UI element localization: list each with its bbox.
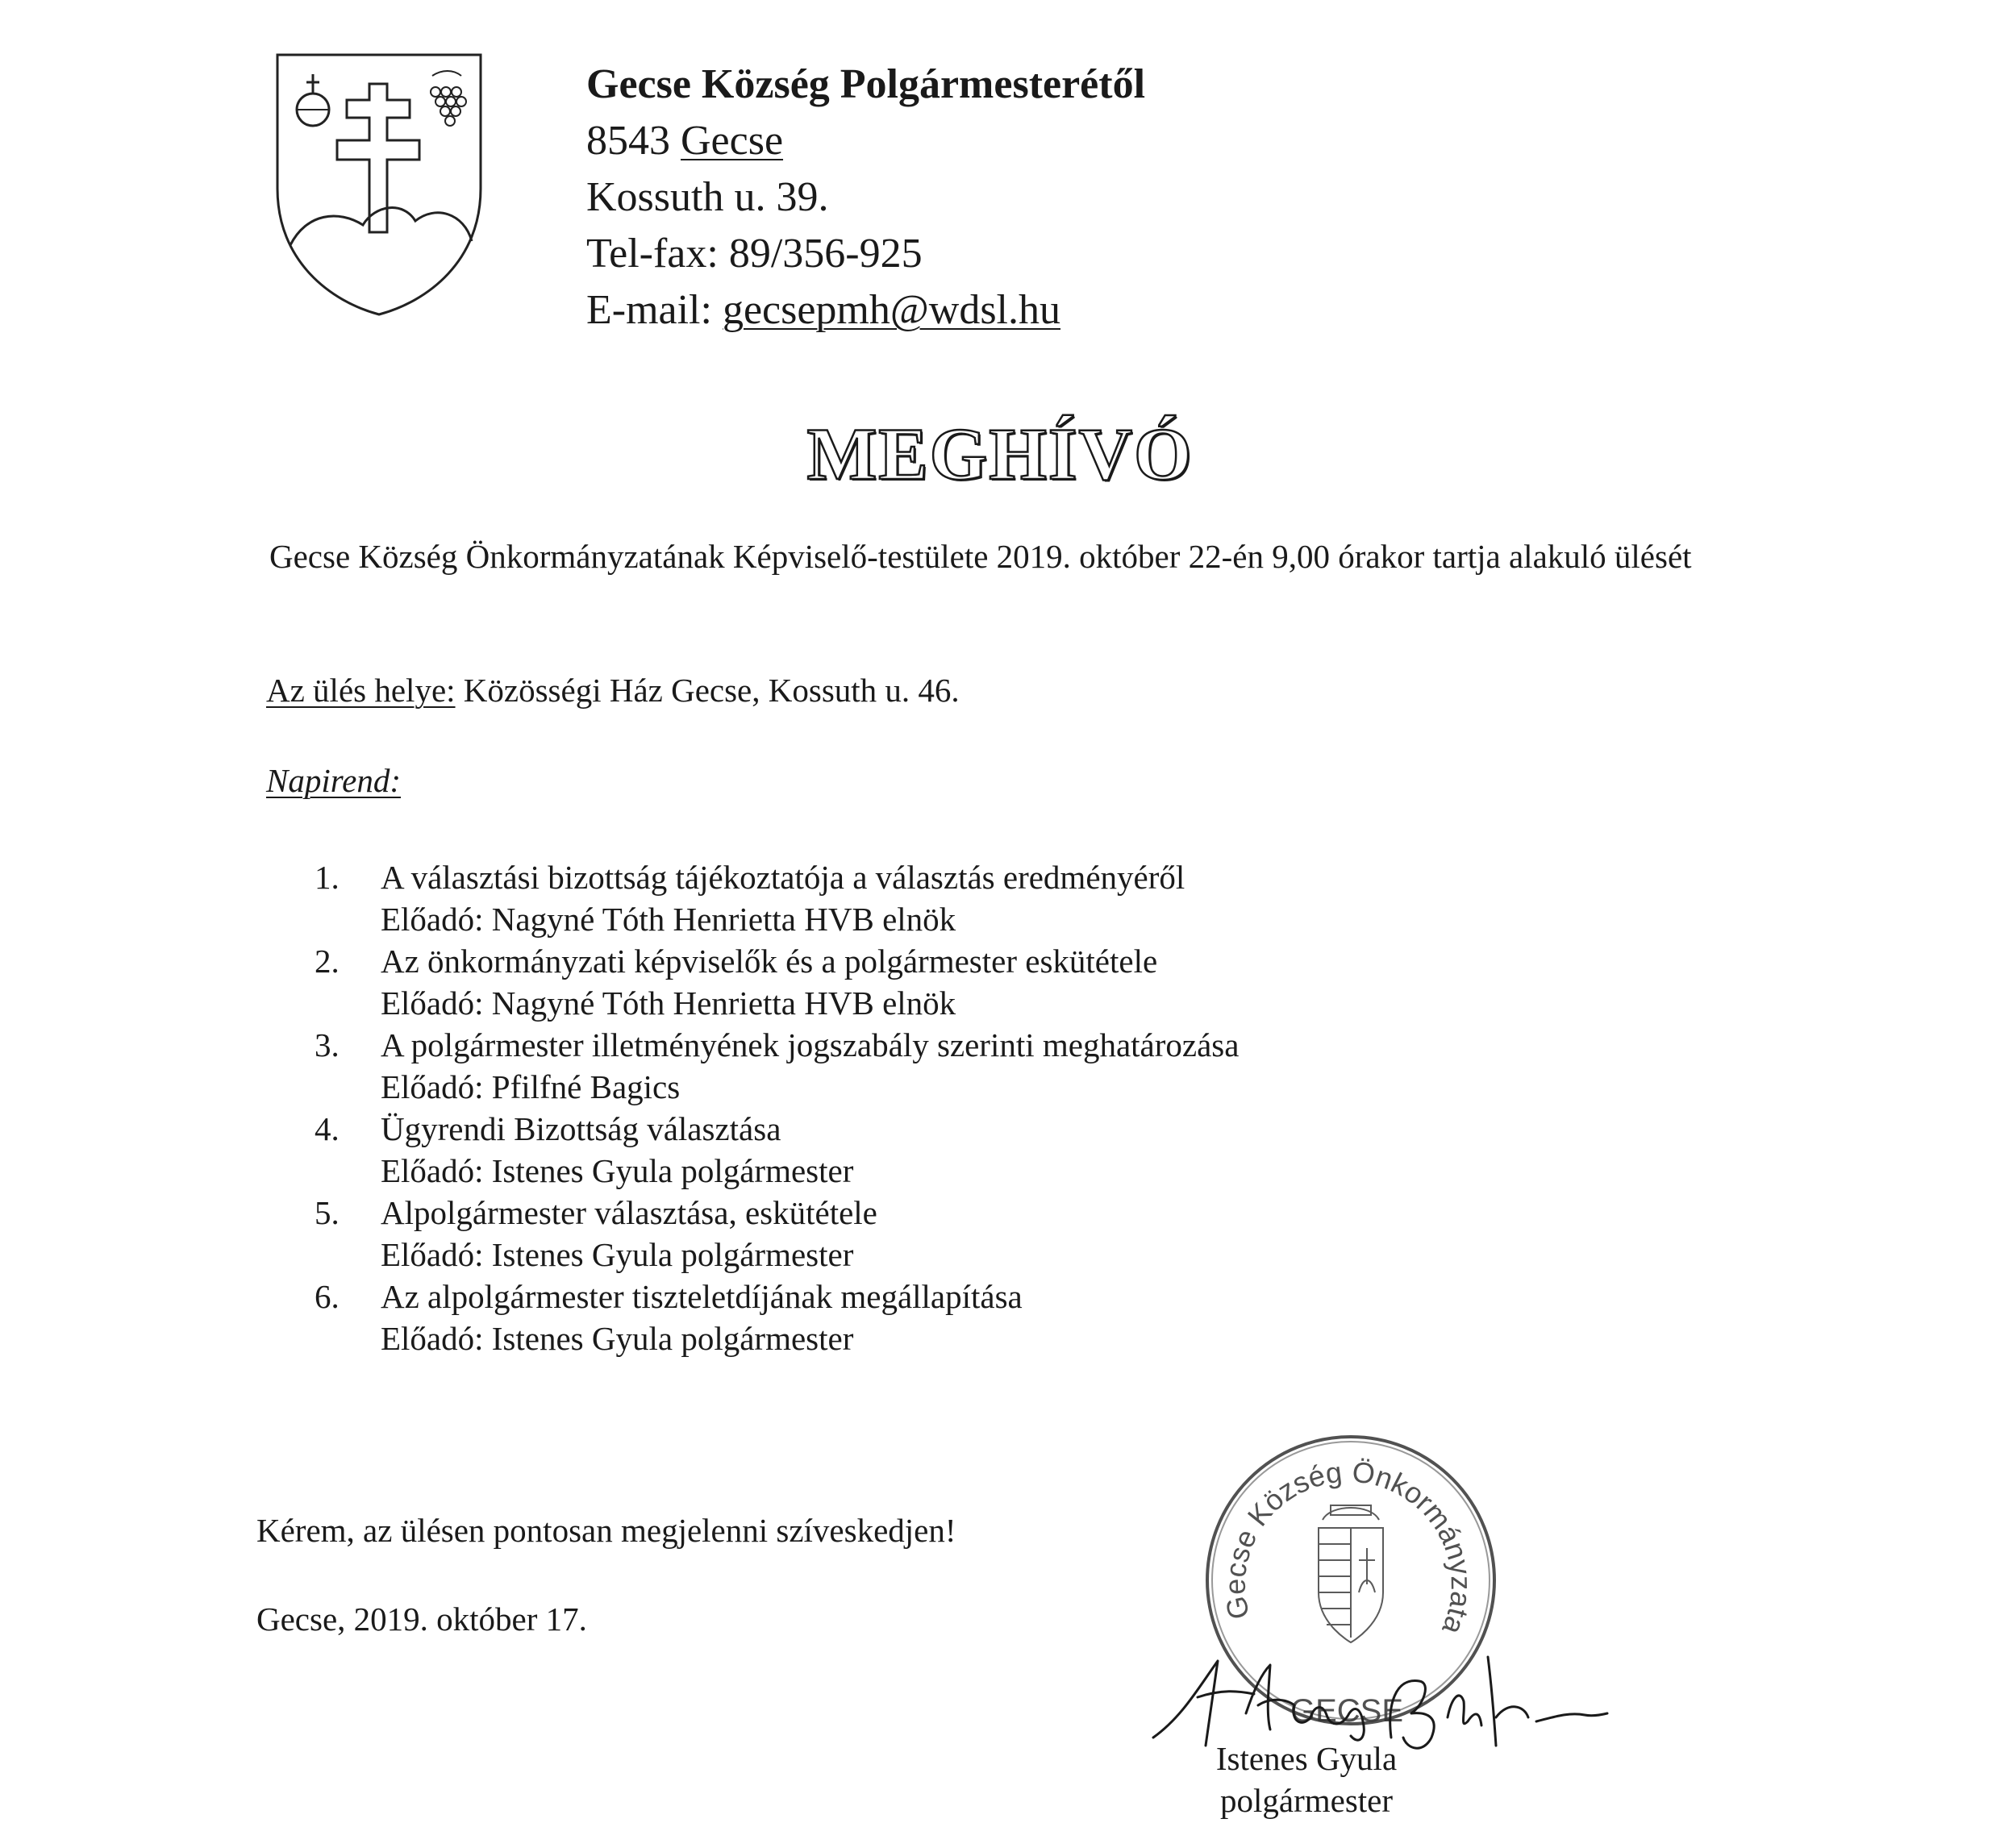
agenda-item-number: 4.	[315, 1110, 340, 1147]
agenda-item	[315, 940, 1524, 1024]
agenda-item-presenter: Előadó: Istenes Gyula polgármester	[381, 1236, 854, 1273]
venue-value: Közösségi Ház Gecse, Kossuth u. 46.	[463, 672, 960, 709]
agenda-item-number: 5.	[315, 1194, 340, 1231]
agenda-item-text: Az önkormányzati képviselők és a polgármester eskütétele	[381, 943, 1158, 980]
agenda-heading: Napirend:	[266, 762, 402, 799]
agenda-item-presenter: Előadó: Istenes Gyula polgármester	[381, 1152, 854, 1189]
venue-line	[266, 669, 960, 711]
office-name: Gecse Község Polgármesterétől	[586, 61, 1146, 107]
agenda-item-number: 1.	[315, 859, 340, 896]
email-link[interactable]: gecsepmh@wdsl.hu	[722, 287, 1060, 333]
venue-label: Az ülés helye:	[266, 672, 456, 709]
email-line	[586, 282, 1145, 339]
coat-of-arms-logo	[274, 52, 484, 318]
agenda-item-number: 3.	[315, 1026, 340, 1063]
seal-ring-text: Gecse Község Önkormányzata	[1218, 1455, 1478, 1639]
agenda-item-presenter: Előadó: Pfilfné Bagics	[381, 1068, 681, 1105]
seal-center-text: GECSE	[1290, 1693, 1404, 1729]
street-address: Kossuth u. 39.	[586, 174, 829, 220]
agenda-item-text: A választási bizottság tájékoztatója a választás eredményéről	[381, 859, 1185, 896]
document-title: MEGHÍVÓ	[806, 413, 1194, 495]
address-postcode-line	[586, 113, 1145, 169]
closing-request: Kérem, az ülésen pontosan megjelenni szíveskedjen!	[256, 1512, 956, 1549]
agenda-item-text: Ügyrendi Bizottság választása	[381, 1110, 781, 1147]
email-label: E-mail:	[586, 287, 712, 333]
phone-fax: Tel-fax: 89/356-925	[586, 231, 923, 277]
hungarian-arms-icon	[1319, 1505, 1383, 1642]
signer-role: polgármester	[1219, 1782, 1394, 1819]
agenda-item	[315, 1192, 1524, 1276]
signer-block	[1185, 1738, 1427, 1821]
agenda-item-text: Az alpolgármester tiszteletdíjának megállapítása	[381, 1278, 1023, 1315]
svg-text:Gecse Község Önkormányzata	[1219, 1455, 1478, 1639]
agenda-item-number: 6.	[315, 1278, 340, 1315]
agenda-item	[315, 856, 1524, 940]
agenda-item	[315, 1108, 1524, 1192]
agenda-item-presenter: Előadó: Nagyné Tóth Henrietta HVB elnök	[381, 901, 956, 938]
postcode: 8543	[586, 118, 670, 164]
city: Gecse	[681, 118, 784, 164]
agenda-item-text: Alpolgármester választása, eskütétele	[381, 1194, 877, 1231]
agenda-item-presenter: Előadó: Nagyné Tóth Henrietta HVB elnök	[381, 984, 956, 1022]
signer-name: Istenes Gyula	[1215, 1740, 1398, 1777]
agenda-list	[315, 856, 1524, 1359]
intro-paragraph: Gecse Község Önkormányzatának Képviselő-testülete 2019. október 22-én 9,00 órakor tartja alakuló ülését	[269, 538, 1692, 575]
agenda-item-number: 2.	[315, 943, 340, 980]
agenda-item-presenter: Előadó: Istenes Gyula polgármester	[381, 1320, 854, 1357]
agenda-item	[315, 1276, 1524, 1359]
place-and-date: Gecse, 2019. október 17.	[256, 1600, 587, 1638]
letterhead	[586, 56, 1145, 339]
agenda-item	[315, 1024, 1524, 1108]
agenda-item-text: A polgármester illetményének jogszabály szerinti meghatározása	[381, 1026, 1240, 1063]
